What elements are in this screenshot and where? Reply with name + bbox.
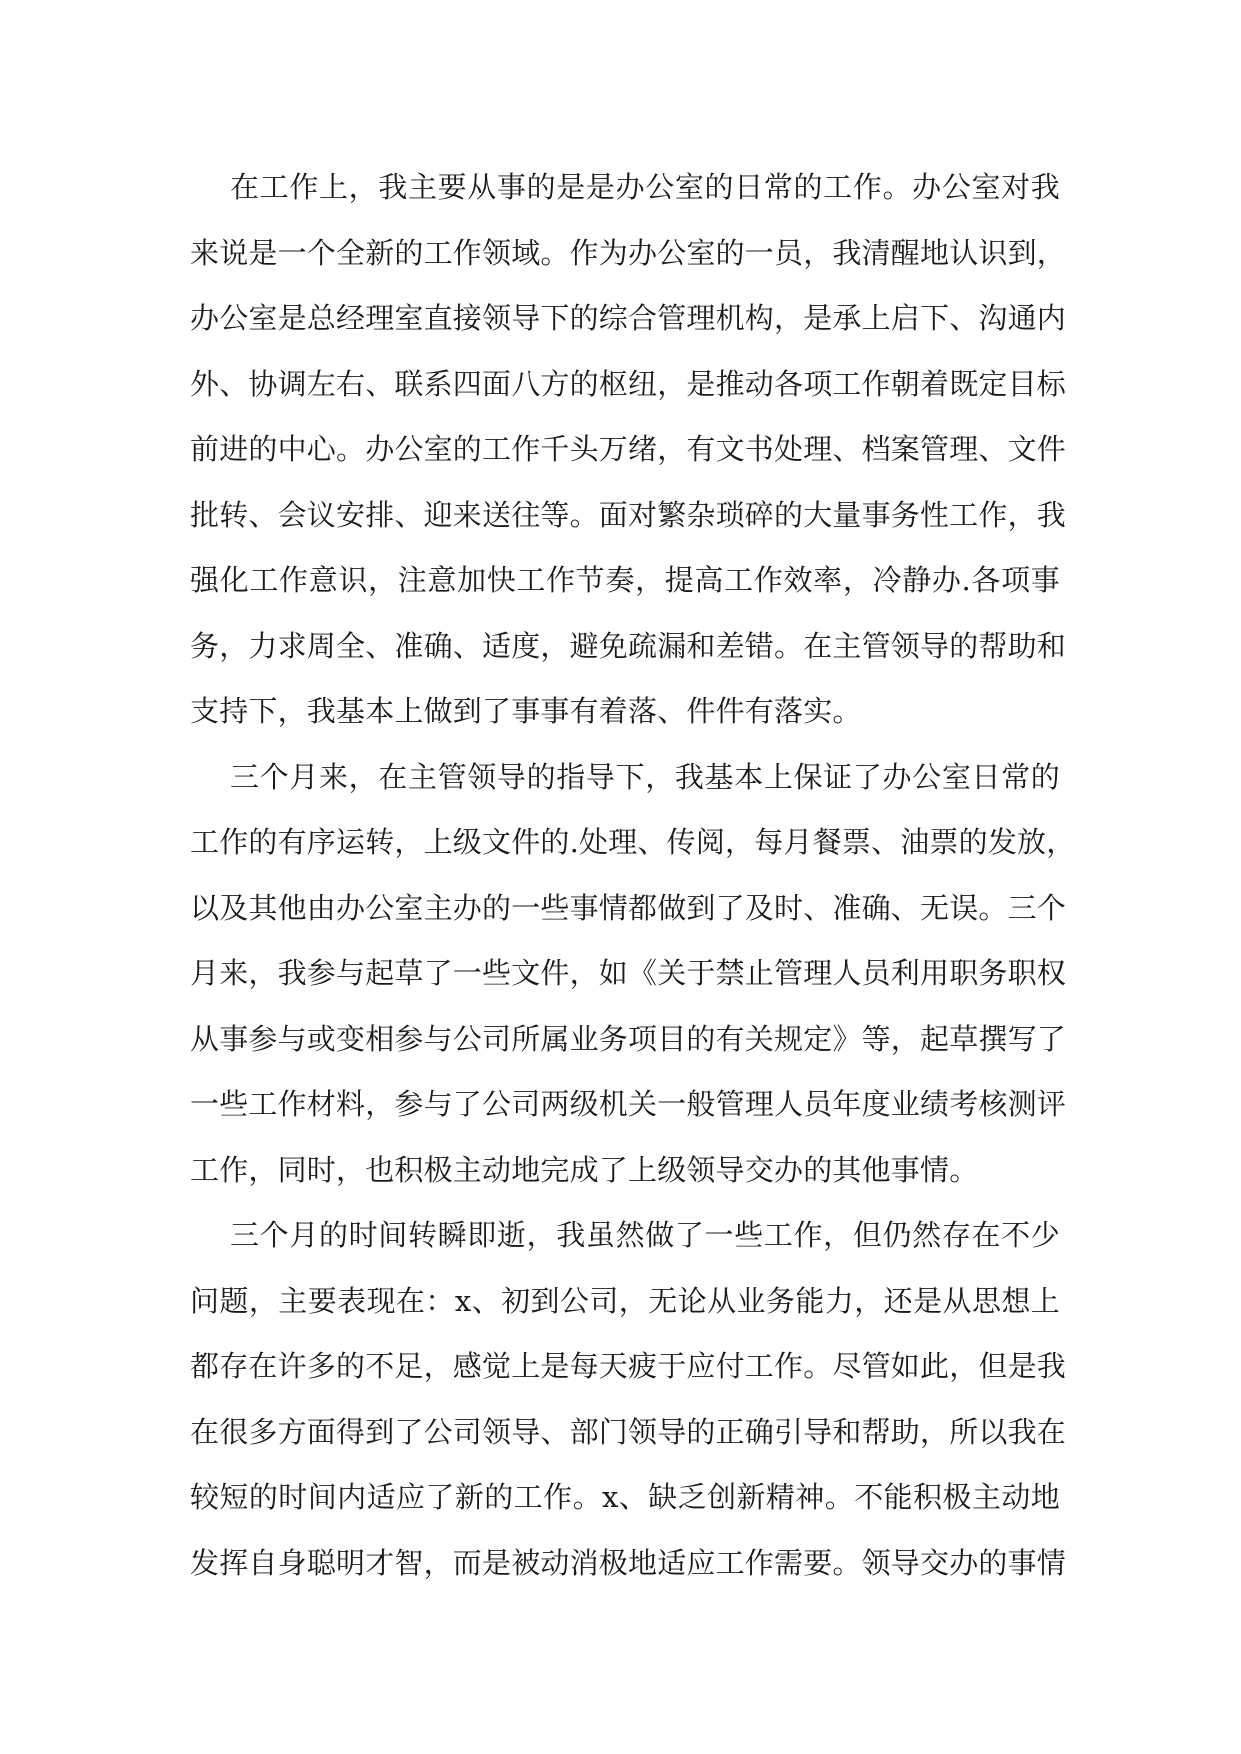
paragraph-1 — [190, 155, 1067, 745]
text-line: 强化工作意识，注意加快工作节奏，提高工作效率，冷静办.各项事 — [190, 563, 1060, 597]
text-line: 月来，我参与起草了一些文件，如《关于禁止管理人员利用职务职权 — [190, 956, 1067, 990]
paragraph-3 — [190, 1203, 1067, 1596]
text-line: 在很多方面得到了公司领导、部门领导的正确引导和帮助，所以我在 — [190, 1414, 1067, 1449]
text-line: 工作，同时，也积极主动地完成了上级领导交办的其他事情。 — [190, 1152, 979, 1187]
text-line: 批转、会议安排、迎来送往等。面对繁杂琐碎的大量事务性工作，我 — [190, 497, 1067, 532]
text-line: 较短的时间内适应了新的工作。x、缺乏创新精神。不能积极主动地 — [190, 1480, 1060, 1514]
text-line: 支持下，我基本上做到了事事有着落、件件有落实。 — [190, 694, 862, 728]
text-line: 以及其他由办公室主办的一些事情都做到了及时、准确、无误。三个 — [190, 890, 1067, 925]
text-line: 从事参与或变相参与公司所属业务项目的有关规定》等，起草撰写了 — [190, 1021, 1067, 1056]
text-line: 前进的中心。办公室的工作千头万绪，有文书处理、档案管理、文件 — [190, 432, 1067, 466]
text-line: 办公室是总经理室直接领导下的综合管理机构，是承上启下、沟通内 — [190, 301, 1067, 335]
text-line: 三个月的时间转瞬即逝，我虽然做了一些工作，但仍然存在不少 — [230, 1218, 1060, 1252]
text-line: 发挥自身聪明才智，而是被动消极地适应工作需要。领导交办的事情 — [190, 1545, 1067, 1580]
text-line: 问题，主要表现在：x、初到公司，无论从业务能力，还是从思想上 — [190, 1283, 1060, 1318]
text-line: 三个月来，在主管领导的指导下，我基本上保证了办公室日常的 — [230, 759, 1060, 794]
text-line: 外、协调左右、联系四面八方的枢纽，是推动各项工作朝着既定目标 — [190, 366, 1067, 401]
paragraph-2 — [190, 745, 1076, 1204]
text-line: 都存在许多的不足，感觉上是每天疲于应付工作。尽管如此，但是我 — [190, 1349, 1067, 1383]
text-line: 一些工作材料，参与了公司两级机关一般管理人员年度业绩考核测评 — [190, 1087, 1067, 1121]
document-body — [190, 155, 1076, 1596]
text-line: 来说是一个全新的工作领域。作为办公室的一员，我清醒地认识到， — [190, 235, 1067, 270]
text-line: 在工作上，我主要从事的是是办公室的日常的工作。办公室对我 — [230, 170, 1060, 204]
text-line: 务，力求周全、准确、适度，避免疏漏和差错。在主管领导的帮助和 — [190, 628, 1067, 663]
text-line: 工作的有序运转，上级文件的.处理、传阅，每月餐票、油票的发放， — [190, 825, 1076, 859]
